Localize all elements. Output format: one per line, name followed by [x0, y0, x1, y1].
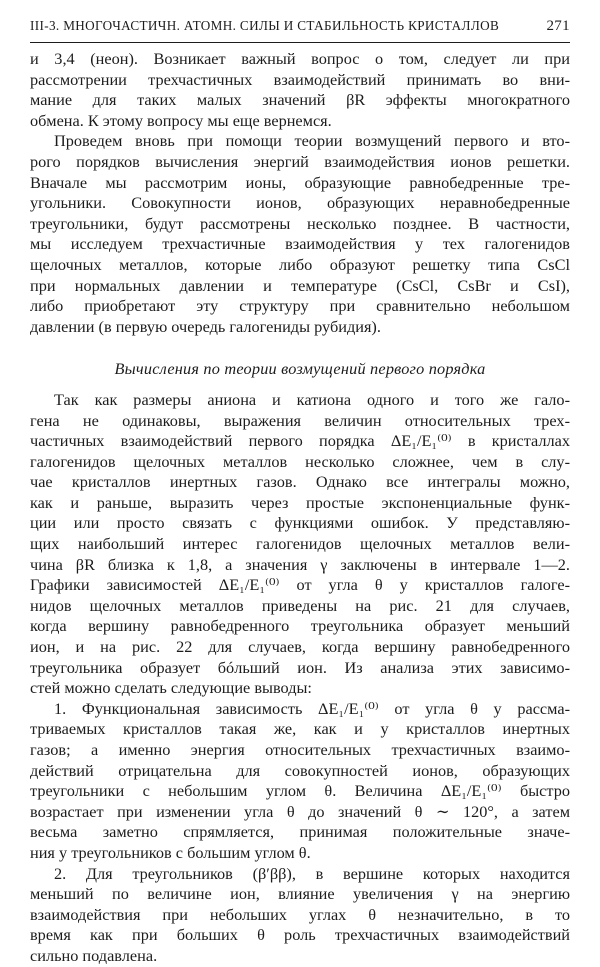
text-line: треугольники с небольшим углом θ. Величина ΔE₁/E₁⁽⁰⁾ быстро	[30, 781, 570, 801]
text-line: щих наибольший интерес галогенидов щелочных металлов вели-	[30, 534, 570, 554]
text-line: Графики зависимостей ΔE₁/E₁⁽⁰⁾ от угла θ у кристаллов галоге-	[30, 575, 570, 595]
text-line: возрастает при изменении угла θ до значений θ ∼ 120°, а затем	[30, 801, 570, 821]
paragraph-1	[30, 49, 570, 131]
text-line: время как при больших θ роль трехчастичных взаимодействий	[30, 925, 570, 945]
text-line: треугольники, будут рассмотрены несколько позднее. В частности,	[30, 213, 570, 233]
text-line: 1. Функциональная зависимость ΔE₁/E₁⁽⁰⁾ от угла θ у рассма-	[54, 698, 570, 718]
text-line: треугольника образует бóльший ион. Из анализа этих зависимо-	[30, 657, 570, 677]
text-line: щелочных металлов, которые либо образуют решетку типа CsCl	[30, 254, 570, 274]
text-line: рого порядков вычисления энергий взаимодействия ионов решетки.	[30, 151, 570, 171]
text-line: чина βR близка к 1,8, а значения γ заключены в интервале 1—2.	[30, 554, 570, 574]
text-line: нидов щелочных металлов приведены на рис. 21 для случаев,	[30, 595, 570, 615]
section-title: Вычисления по теории возмущений первого порядка	[114, 359, 486, 379]
text-line: угольники. Совокупности ионов, образующих неравнобедренные	[30, 193, 570, 213]
text-line: 2. Для треугольников (β′ββ), в вершине которых находится	[54, 863, 570, 883]
text-line: ния у треугольников с большим углом θ.	[30, 842, 311, 862]
page-number: 271	[546, 18, 570, 34]
text-line: рассмотрении трехчастичных взаимодействий принимать во вни-	[30, 69, 570, 89]
paragraph-3	[30, 390, 570, 699]
text-line: действий отрицательна для совокупностей ионов, образующих	[30, 760, 570, 780]
text-line: взаимодействия при небольших углах θ незначительно, в то	[30, 904, 570, 924]
header-title: III-3. МНОГОЧАСТИЧН. АТОМН. СИЛЫ И СТАБИЛЬНОСТЬ КРИСТАЛЛОВ	[30, 18, 500, 33]
text-line: когда вершину равнобедренного треугольника образует меньший	[30, 616, 570, 636]
text-line: меньший по величине ион, влияние увеличения γ на энергию	[30, 884, 570, 904]
text-line: ион, и на рис. 22 для случаев, когда вершину равнобедренного	[30, 637, 570, 657]
text-line: триваемых кристаллов такая же, как и у кристаллов инертных	[30, 719, 570, 739]
running-header	[30, 18, 570, 43]
text-line: ции или просто связать с функциями ошибок. У представляю-	[30, 513, 570, 533]
list-item-1	[30, 699, 570, 864]
text-line: мание для таких малых значений βR эффекты многократного	[30, 90, 570, 110]
text-line: чае кристаллов инертных газов. Однако все интегралы можно,	[30, 472, 570, 492]
text-line: стей можно сделать следующие выводы:	[30, 678, 312, 698]
text-line: сильно подавлена.	[30, 945, 158, 965]
text-line: Вначале мы рассмотрим ионы, образующие равнобедренные тре-	[30, 172, 570, 192]
text-line: давлении (в первую очередь галогениды рубидия).	[30, 316, 381, 336]
paragraph-2	[30, 131, 570, 337]
text-line: весьма заметно спрямляется, принимая положительные значе-	[30, 822, 570, 842]
text-line: мы исследуем трехчастичные взаимодействия у тех галогенидов	[30, 234, 570, 254]
text-line: частичных взаимодействий первого порядка ΔE₁/E₁⁽⁰⁾ в кристаллах	[30, 431, 570, 451]
text-line: и 3,4 (неон). Возникает важный вопрос о том, следует ли при	[30, 49, 570, 68]
text-line: при нормальных давлении и температуре (CsCl, CsBr и CsI),	[30, 275, 570, 295]
text-line: как и раньше, выразить через простые экспоненциальные функ-	[30, 492, 570, 512]
text-line: Так как размеры аниона и катиона одного и того же гало-	[54, 389, 570, 409]
list-item-2	[30, 864, 570, 967]
text-line: Проведем вновь при помощи теории возмущений первого и вто-	[54, 131, 570, 151]
text-line: галогенидов щелочных металлов несколько сложнее, чем в слу-	[30, 451, 570, 471]
text-line: газов; а именно энергия относительных трехчастичных взаимо-	[30, 740, 570, 759]
text-line: гена не одинаковы, выражения величин относительных трех-	[30, 410, 570, 430]
text-line: обмена. К этому вопросу мы еще вернемся.	[30, 110, 332, 130]
page	[30, 18, 570, 967]
text-line: либо приобретают эту структуру при сравнительно небольшом	[30, 296, 570, 316]
